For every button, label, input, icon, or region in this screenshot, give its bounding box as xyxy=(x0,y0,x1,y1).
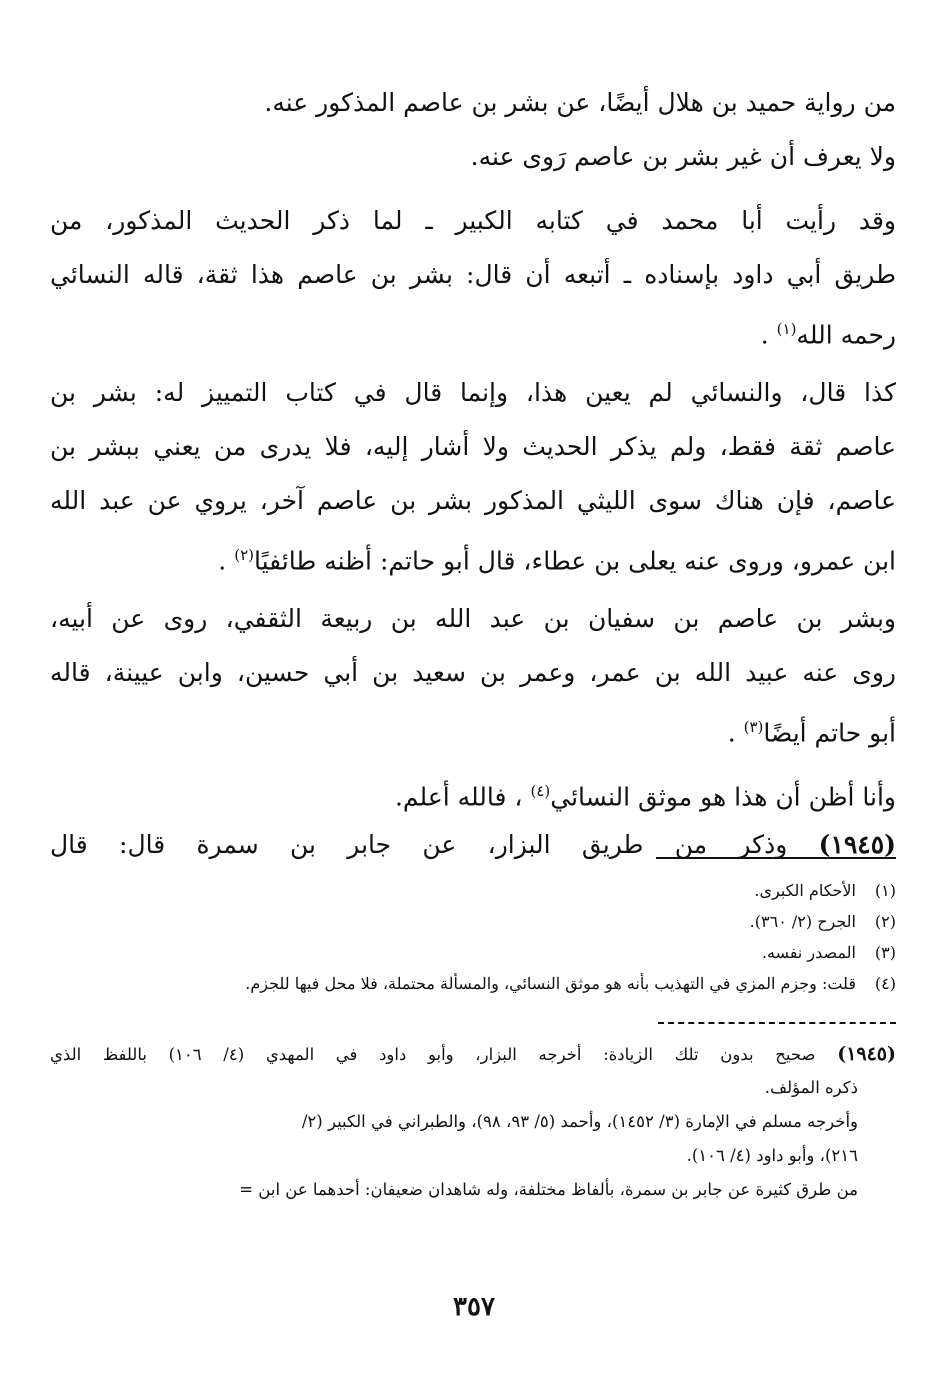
text-line xyxy=(50,828,896,882)
main-text xyxy=(50,86,896,882)
footnote-mark: (١) xyxy=(874,881,896,900)
footnote xyxy=(60,880,896,911)
commentary-line: ذكره المؤلف. xyxy=(764,1078,858,1097)
text-line: رحمه الله$^{(١)}$ . xyxy=(760,320,896,350)
footnote-reference: (٢) xyxy=(234,546,254,564)
text-line: عاصم، فإن هناك سوى الليثي المذكور بشر بن عاصم آخر، يروي عن عبد الله xyxy=(50,486,896,515)
footnote xyxy=(60,973,896,1004)
commentary-line xyxy=(50,1042,896,1076)
text-segment: ابن عمرو، وروى عنه يعلى بن عطاء، قال أبو حاتم: أظنه طائفيًا xyxy=(253,546,896,576)
text-line: روى عنه عبيد الله بن عمر، وعمر بن سعيد بن أبي حسين، وابن عيينة، قاله xyxy=(50,658,896,687)
text-line: كذا قال، والنسائي لم يعين هذا، وإنما قال في كتاب التمييز له: بشر بن xyxy=(50,378,896,407)
commentary xyxy=(50,1042,896,1212)
text-line: ابن عمرو، وروى عنه يعلى بن عطاء، قال أبو حاتم: أظنه طائفيًا$^{(٢)}$ . xyxy=(218,546,896,576)
text-segment: رحمه الله xyxy=(796,320,896,350)
text-line xyxy=(50,774,896,828)
commentary-line: وأخرجه مسلم في الإمارة (٣/ ١٤٥٢)، وأحمد (٥/ ٩٣، ٩٨)، والطبراني في الكبير (٢/ xyxy=(301,1112,858,1131)
commentary-separator xyxy=(658,1022,896,1024)
footnote xyxy=(60,942,896,973)
footnote-mark: (٣) xyxy=(874,943,896,962)
text-segment: وذكر من طريق البزار، عن جابر بن سمرة قال: قال xyxy=(50,830,788,859)
text-line: أبو حاتم أيضًا$^{(٣)}$ . xyxy=(727,718,896,748)
hadith-number: (١٩٤٥) xyxy=(818,830,896,859)
commentary-line: ٢١٦)، وأبو داود (٤/ ١٠٦). xyxy=(686,1146,858,1165)
footnotes xyxy=(60,880,896,1004)
footnote-mark: (٢) xyxy=(874,912,896,931)
commentary-text: صحيح بدون تلك الزيادة: أخرجه البزار، وأبو داود في المهدي (٤/ ١٠٦) باللفظ الذي xyxy=(50,1045,816,1064)
footnote-text: الجرح (٢/ ٣٦٠). xyxy=(749,912,856,931)
footnote-text: الأحكام الكبرى. xyxy=(754,881,856,900)
footnote-text: المصدر نفسه. xyxy=(761,943,856,962)
text-segment: وأنا أظن أن هذا هو موثق النسائي xyxy=(550,782,896,812)
text-line: وبشر بن عاصم بن سفيان بن عبد الله بن ربيعة الثقفي، روى عن أبيه، xyxy=(50,604,896,633)
footnote-reference: (٣) xyxy=(743,718,764,736)
text-line: ولا يعرف أن غير بشر بن عاصم رَوى عنه. xyxy=(470,142,896,171)
footnote-reference: (٤) xyxy=(530,782,551,800)
footnote xyxy=(60,911,896,942)
text-line: طريق أبي داود بإسناده ـ أتبعه أن قال: بشر بن عاصم هذا ثقة، قاله النسائي xyxy=(50,260,896,289)
footnote-text: قلت: وجزم المزي في التهذيب بأنه هو موثق النسائي، والمسألة محتملة، فلا محل فيها للجزم. xyxy=(245,974,856,993)
footnote-mark: (٤) xyxy=(874,974,896,993)
commentary-line: من طرق كثيرة عن جابر بن سمرة، بألفاظ مختلفة، وله شاهدان ضعيفان: أحدهما عن ابن = xyxy=(239,1180,858,1199)
text-line: عاصم ثقة فقط، ولم يذكر الحديث ولا أشار إليه، فلا يدرى من يعني ببشر بن xyxy=(50,432,896,461)
page-number: ٣٥٧ xyxy=(453,1292,495,1322)
footnote-reference: (١) xyxy=(776,320,797,338)
commentary-number: (١٩٤٥) xyxy=(837,1043,896,1065)
text-segment: أبو حاتم أيضًا xyxy=(763,718,896,748)
text-line: من رواية حميد بن هلال أيضًا، عن بشر بن عاصم المذكور عنه. xyxy=(264,88,896,117)
text-segment: ، فالله أعلم. xyxy=(394,782,523,812)
text-line: وقد رأيت أبا محمد في كتابه الكبير ـ لما ذكر الحديث المذكور، من xyxy=(50,206,896,235)
footnote-separator xyxy=(656,857,896,859)
